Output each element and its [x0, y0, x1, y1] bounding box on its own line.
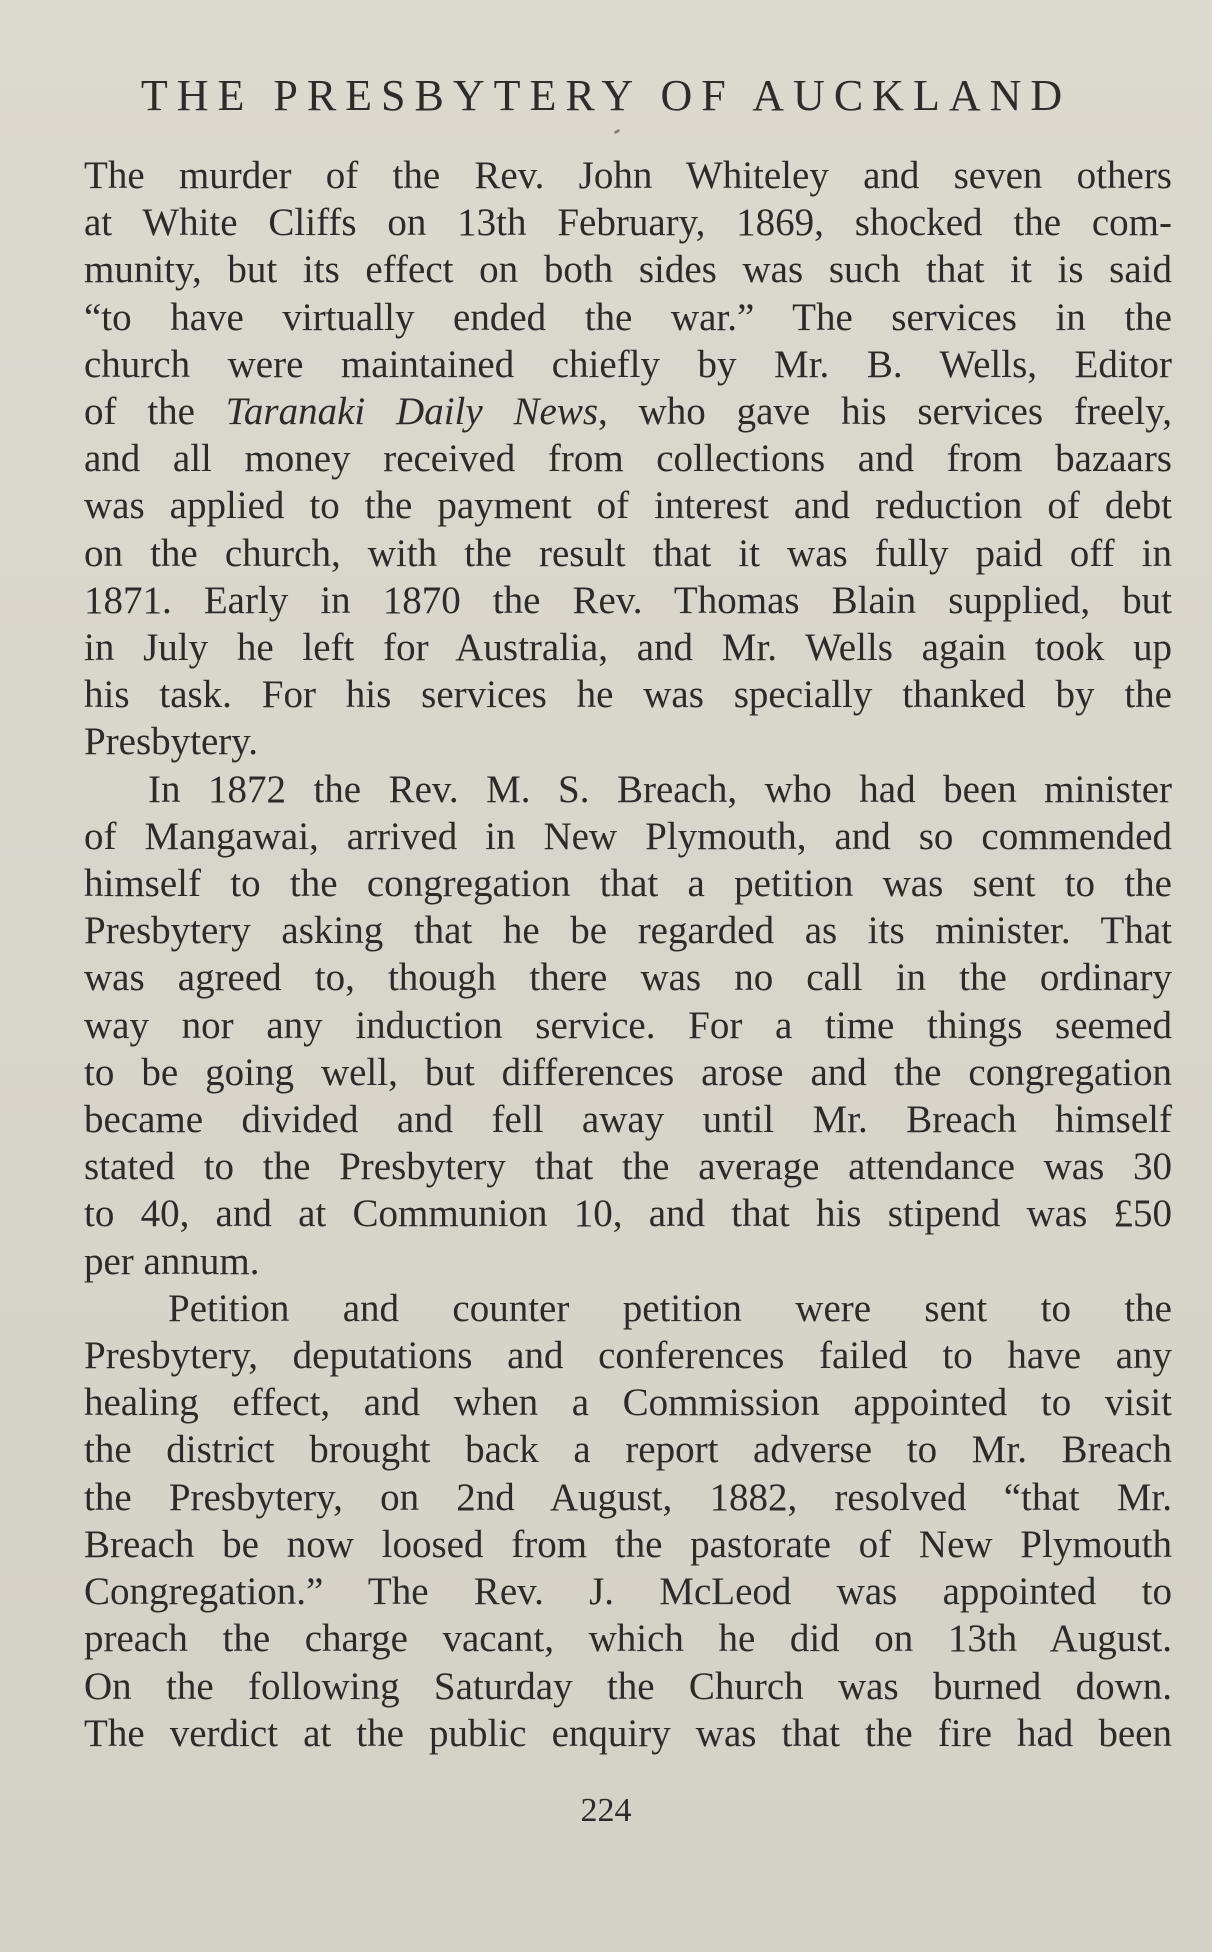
text-line: himself to the congregation that a petition was sent to the — [84, 862, 1172, 906]
body-text — [84, 152, 1172, 1757]
text-line: to 40, and at Communion 10, and that his stipend was £50 — [84, 1192, 1172, 1236]
page-number: 224 — [580, 1792, 632, 1829]
text-line: was applied to the payment of interest and reduction of debt — [84, 484, 1172, 528]
text-line: The murder of the Rev. John Whiteley and seven others — [84, 154, 1172, 197]
text-line: his task. For his services he was specially thanked by the — [84, 673, 1172, 717]
text-line: “to have virtually ended the war.” The services in the — [84, 295, 1172, 339]
running-title: THE PRESBYTERY OF AUCKLAND — [140, 71, 1072, 120]
paragraph-2 — [84, 766, 1172, 1285]
text-line: church were maintained chiefly by Mr. B. Wells, Editor — [84, 342, 1172, 386]
text-line: On the following Saturday the Church was burned down. — [84, 1664, 1172, 1708]
text-line: Breach be now loosed from the pastorate of New Plymouth — [84, 1522, 1172, 1566]
paragraph-3 — [84, 1285, 1172, 1757]
text-line: healing effect, and when a Commission appointed to visit — [84, 1381, 1172, 1425]
text-line: on the church, with the result that it was fully paid off in — [84, 531, 1172, 575]
text-line: Presbytery asking that he be regarded as its minister. That — [84, 909, 1172, 953]
text-line: the district brought back a report adverse to Mr. Breach — [84, 1428, 1172, 1472]
text-line: of Mangawai, arrived in New Plymouth, and so commended — [84, 814, 1172, 858]
text-line: Congregation.” The Rev. J. McLeod was appointed to — [84, 1570, 1172, 1614]
text-line: preach the charge vacant, which he did on 13th August. — [84, 1617, 1172, 1661]
ink-speck — [614, 129, 621, 135]
text-line: the Presbytery, on 2nd August, 1882, resolved “that Mr. — [84, 1475, 1172, 1519]
text-line: in July he left for Australia, and Mr. Wells again took up — [84, 626, 1172, 670]
text-line: The verdict at the public enquiry was that the fire had been — [84, 1711, 1172, 1755]
text-line: Petition and counter petition were sent to the — [168, 1286, 1172, 1330]
paragraph-1 — [84, 152, 1172, 766]
text-line: to be going well, but differences arose and the congregation — [84, 1050, 1172, 1094]
text-line: and all money received from collections and from bazaars — [84, 437, 1172, 481]
text-line: became divided and fell away until Mr. Breach himself — [84, 1098, 1172, 1142]
text-line: Presbytery. — [84, 720, 259, 764]
text-line-with-italic-title: of the Taranaki Daily News, who gave his services freely, — [84, 390, 1172, 434]
text-line: at White Cliffs on 13th February, 1869, shocked the com- — [84, 201, 1172, 245]
text-line: 1871. Early in 1870 the Rev. Thomas Blain supplied, but — [84, 578, 1172, 622]
text-line: stated to the Presbytery that the average attendance was 30 — [84, 1145, 1172, 1189]
text-line: In 1872 the Rev. M. S. Breach, who had been minister — [148, 767, 1172, 811]
text-line: per annum. — [84, 1239, 260, 1283]
newspaper-title: Taranaki Daily News — [225, 390, 599, 434]
text-line: Presbytery, deputations and conferences failed to have any — [84, 1334, 1172, 1378]
text-line: munity, but its effect on both sides was such that it is said — [84, 248, 1172, 292]
text-line: was agreed to, though there was no call in the ordinary — [84, 956, 1172, 1000]
text-line: way nor any induction service. For a time things seemed — [84, 1003, 1172, 1047]
